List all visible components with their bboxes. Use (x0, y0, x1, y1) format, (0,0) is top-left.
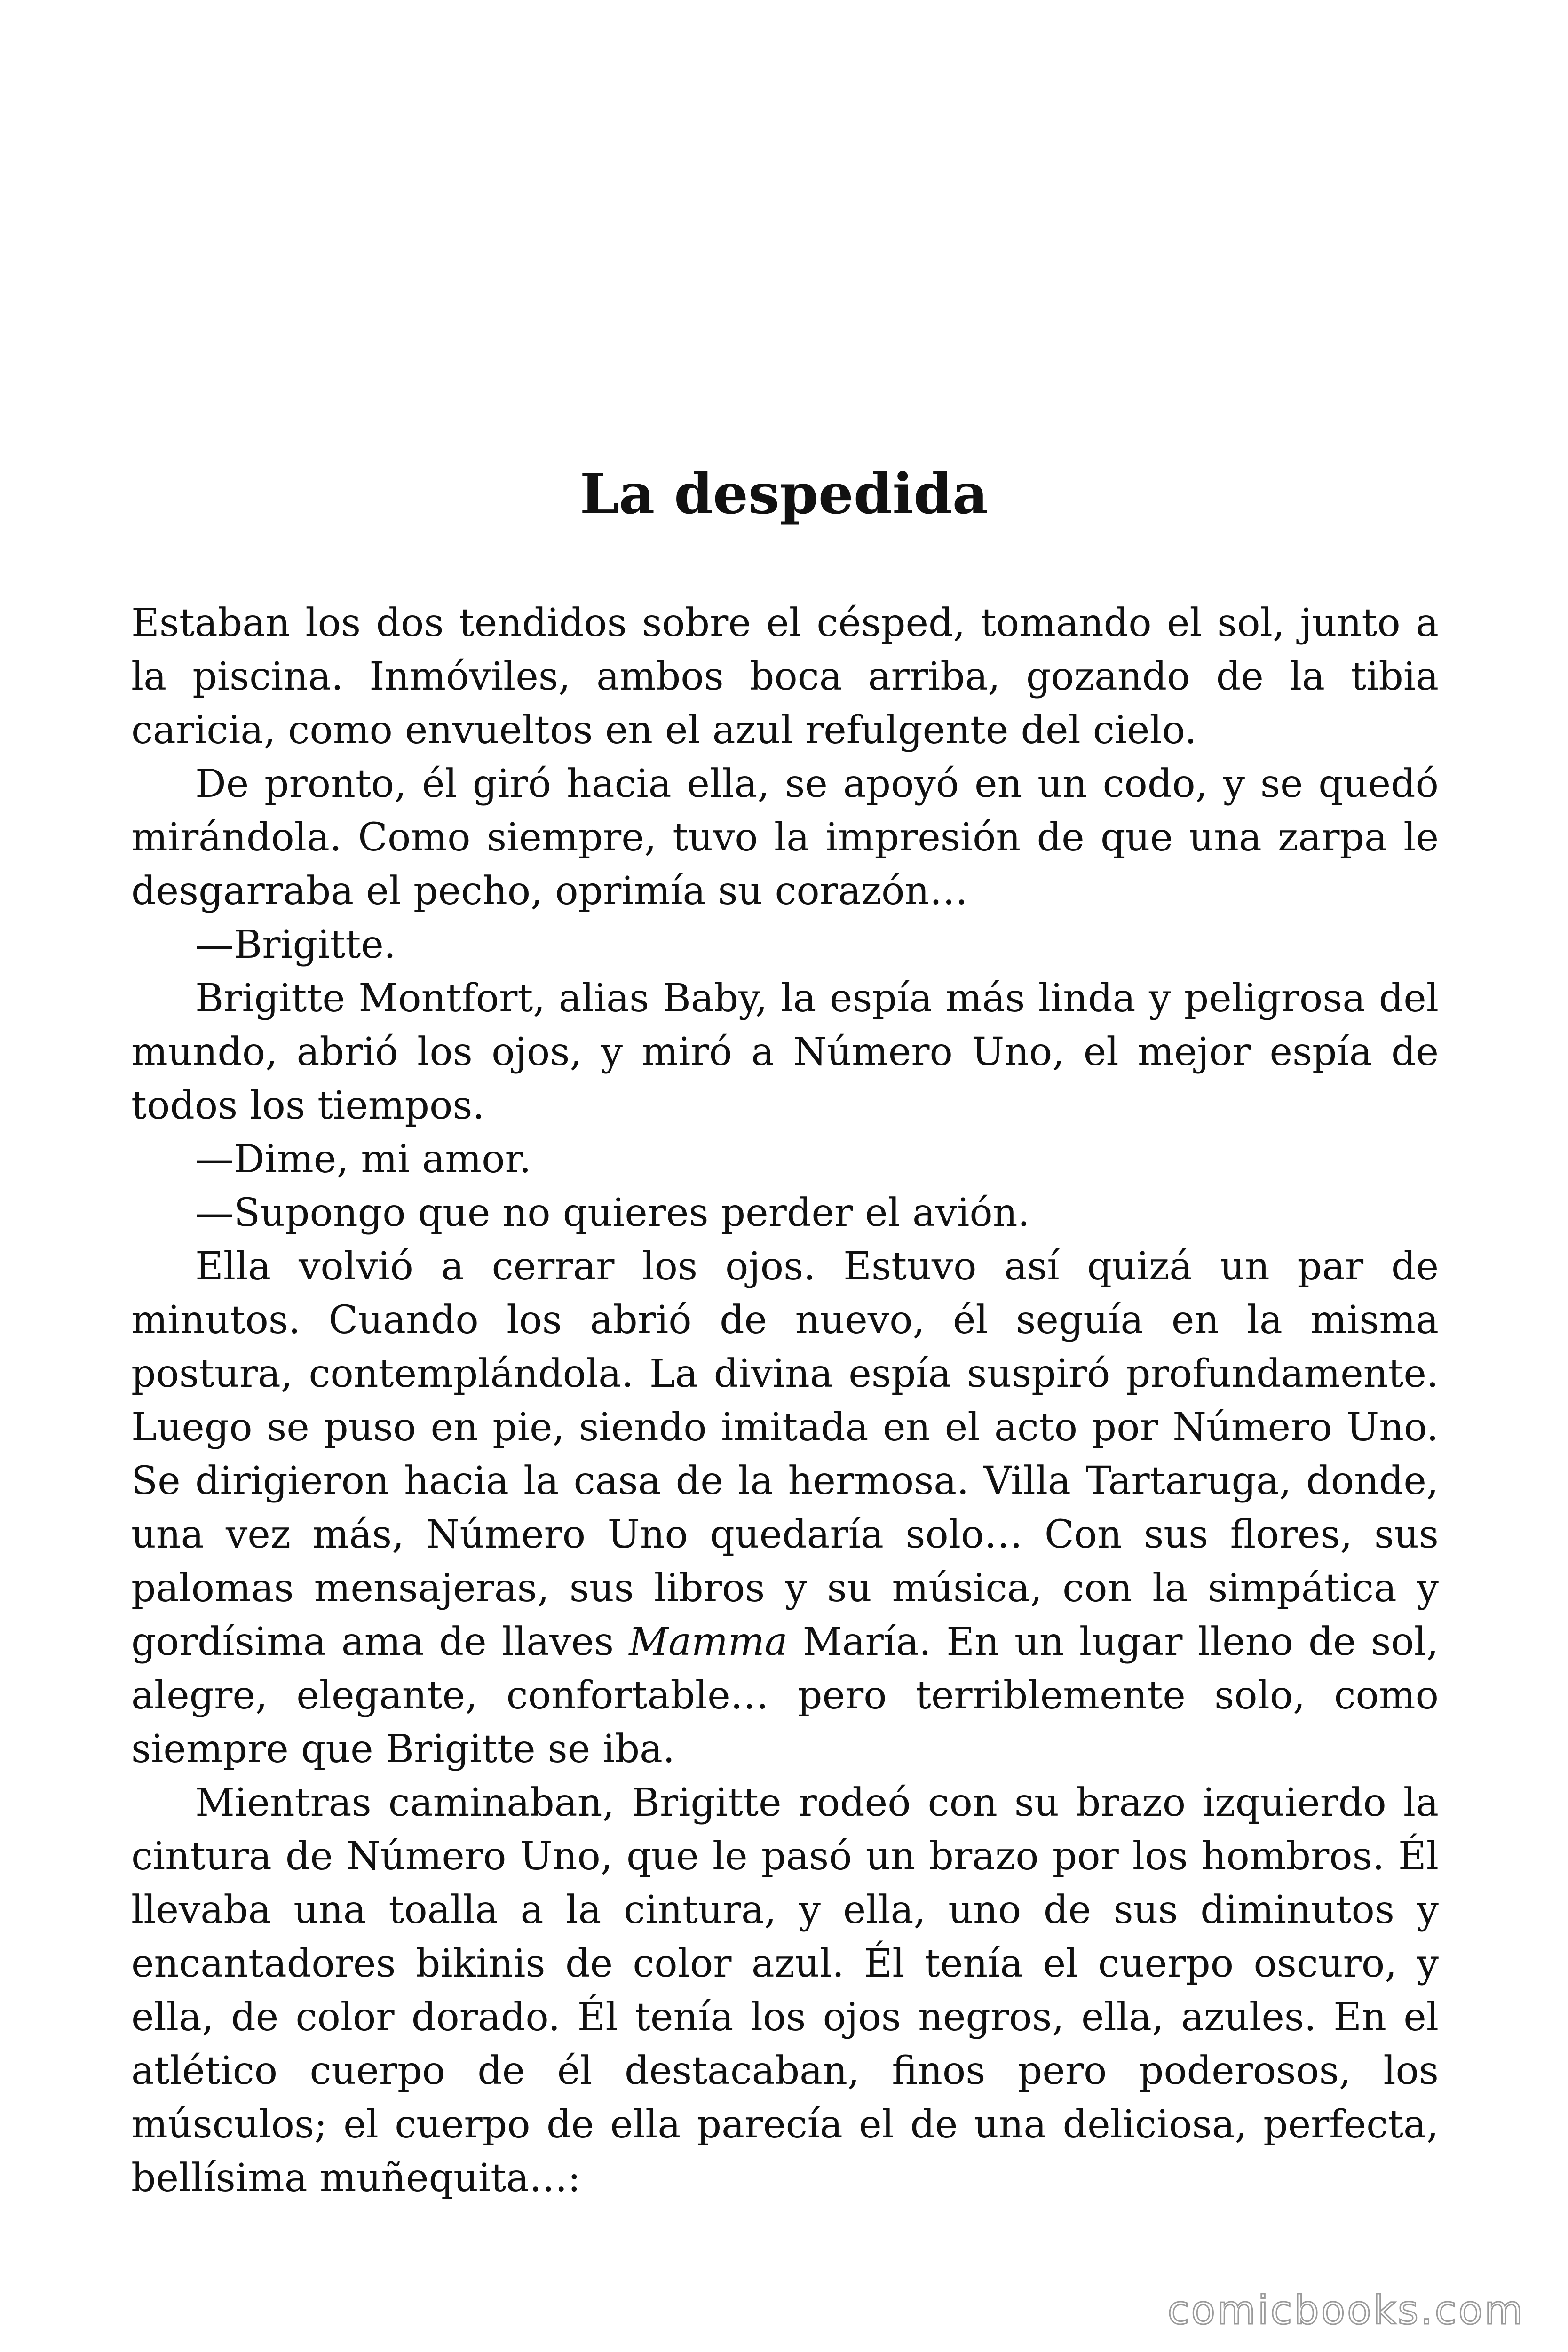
paragraph-4-text-b: María. En un lugar lleno de sol, alegre, elegante, confortable… pero terriblemente solo, como siempre que Brigitte se iba. (131, 1620, 1439, 1772)
paragraph-4-text-a: Ella volvió a cerrar los ojos. Estuvo así quizá un par de minutos. Cuando los abrió de nuevo, él seguía en la misma postura, contemplándola. La divina espía suspiró profundamente. Luego se puso en pie, siendo imitada en el acto por Número Uno. Se dirigieron hacia la casa de la hermosa. Villa Tartaruga, donde, una vez más, Número Uno quedaría solo… Con sus flores, sus palomas mensajeras, sus libros y su música, con la simpática y gordísima ama de llaves (131, 1244, 1439, 1664)
chapter-body (131, 596, 1439, 2205)
paragraph-1: Estaban los dos tendidos sobre el césped, tomando el sol, junto a la piscina. Inmóviles, ambos boca arriba, gozando de la tibia caricia, como envueltos en el azul refulgente del cielo. (131, 601, 1439, 753)
paragraph-4-italic: Mamma (629, 1620, 788, 1664)
paragraph-3: Brigitte Montfort, alias Baby, la espía más linda y peligrosa del mundo, abrió los ojos, y miró a Número Uno, el mejor espía de todos los tiempos. (131, 976, 1439, 1128)
dialogue-line-1: —Brigitte. (195, 922, 396, 967)
dialogue-line-3: —Supongo que no quieres perder el avión. (195, 1191, 1030, 1235)
paragraph-4 (131, 1240, 1439, 1776)
watermark: comicbooks.com (1167, 2287, 1525, 2333)
chapter-title: La despedida (579, 461, 989, 526)
paragraph-5: Mientras caminaban, Brigitte rodeó con su brazo izquierdo la cintura de Número Uno, que le pasó un brazo por los hombros. Él llevaba una toalla a la cintura, y ella, uno de sus diminutos y encantadores bikinis de color azul. Él tenía el cuerpo oscuro, y ella, de color dorado. Él tenía los ojos negros, ella, azules. En el atlético cuerpo de él destacaban, finos pero poderosos, los músculos; el cuerpo de ella parecía el de una deliciosa, perfecta, bellísima muñequita…: (131, 1780, 1439, 2201)
paragraph-2: De pronto, él giró hacia ella, se apoyó en un codo, y se quedó mirándola. Como siempre, tuvo la impresión de que una zarpa le desgarraba el pecho, oprimía su corazón… (131, 762, 1439, 914)
dialogue-line-2: —Dime, mi amor. (195, 1137, 531, 1182)
